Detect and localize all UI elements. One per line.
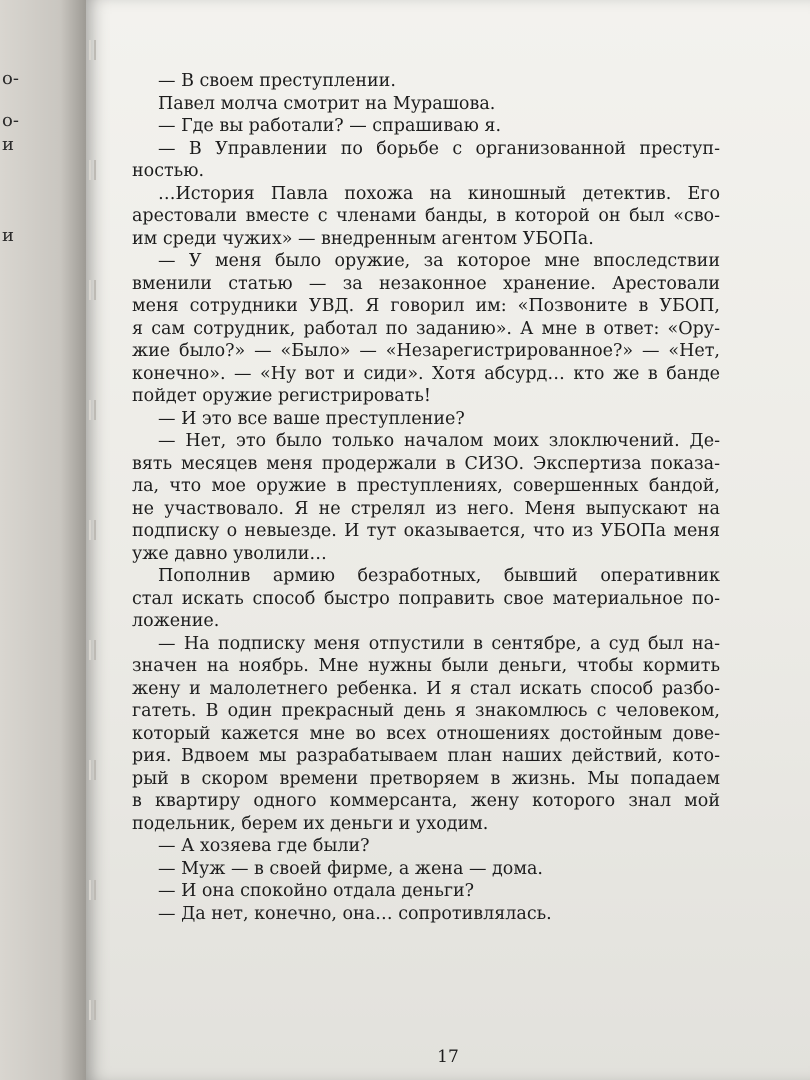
stitch <box>89 280 96 300</box>
text-line: арестовали вместе с членами банды, в которой он был «сво- <box>132 206 720 226</box>
text-line: ложение. <box>132 611 220 631</box>
text-line: меня сотрудники УВД. Я говорил им: «Позвоните в УБОП, <box>132 296 720 316</box>
text-line: рия. Вдвоем мы разрабатываем план наших действий, кото- <box>132 746 720 766</box>
text-line: Пополнив армию безработных, бывший оперативник <box>158 566 720 586</box>
left-fragment: и <box>2 225 14 246</box>
text-line: вять месяцев меня продержали в СИЗО. Экспертиза показа- <box>132 453 720 474</box>
stitch <box>89 520 96 540</box>
text-line: — Да нет, конечно, она… сопротивлялась. <box>158 903 552 924</box>
text-line: ностью. <box>132 161 205 181</box>
text-line: — И она спокойно отдала деньги? <box>158 881 475 901</box>
stitch <box>89 880 96 900</box>
page-body-text <box>132 70 720 925</box>
stitch <box>89 400 96 420</box>
text-line: жену и малолетнего ребенка. И я стал искать способ разбо- <box>132 678 720 699</box>
text-line: — Муж — в своей фирме, а жена — дома. <box>158 858 543 879</box>
text-line: ла, что мое оружие в преступлениях, совершенных бандой, <box>132 476 720 496</box>
page-number: 17 <box>437 1047 459 1067</box>
left-fragment: о- <box>2 68 19 89</box>
text-line: Павел молча смотрит на Мурашова. <box>158 93 496 114</box>
text-line: подписку о невыезде. И тут оказывается, что из УБОПа меня <box>132 521 720 541</box>
text-line: — Нет, это было только началом моих злоключений. Де- <box>158 431 720 451</box>
stitch <box>89 40 96 60</box>
text-line: пойдет оружие регистрировать! <box>132 386 431 406</box>
text-line: — В своем преступлении. <box>158 71 396 91</box>
text-line: конечно». — «Ну вот и сиди». Хотя абсурд… кто же в банде <box>132 363 720 384</box>
text-line: я сам сотрудник, работал по заданию». А мне в ответ: «Ору- <box>132 318 720 339</box>
text-line: стал искать способ быстро поправить свое материальное по- <box>132 588 720 609</box>
book-page <box>86 0 810 1080</box>
text-line: рый в скором времени претворяем в жизнь. Мы попадаем <box>132 768 720 789</box>
stitch <box>89 1000 96 1020</box>
left-fragment: и <box>2 134 14 155</box>
text-line: значен на ноябрь. Мне нужны были деньги, чтобы кормить <box>132 656 720 676</box>
text-line: — На подписку меня отпустили в сентябре, а суд был на- <box>158 633 720 654</box>
text-line: уже давно уволили… <box>132 543 327 564</box>
text-line: — А хозяева где были? <box>158 836 370 856</box>
text-line: гатеть. В один прекрасный день я знакомлюсь с человеком, <box>132 701 720 721</box>
left-fragment: о- <box>2 110 19 131</box>
text-line: …История Павла похожа на киношный детектив. Его <box>158 183 720 204</box>
text-line: им среди чужих» — внедренным агентом УБОПа. <box>132 228 594 249</box>
text-line: — Где вы работали? — спрашиваю я. <box>158 116 502 136</box>
text-line: жие было?» — «Было» — «Незарегистрированное?» — «Нет, <box>132 341 720 361</box>
left-page-edge <box>0 0 86 1080</box>
text-line: — И это все ваше преступление? <box>158 408 465 429</box>
text-line: который кажется мне во всех отношениях достойным дове- <box>132 723 720 744</box>
binding-stitches <box>86 0 100 1080</box>
text-line: не участвовало. Я не стрелял из него. Меня выпускают на <box>132 498 720 519</box>
text-line: вменили статью — за незаконное хранение. Арестовали <box>132 273 720 294</box>
stitch <box>89 160 96 180</box>
stitch <box>89 640 96 660</box>
text-line: в квартиру одного коммерсанта, жену которого знал мой <box>132 791 720 811</box>
text-line: — У меня было оружие, за которое мне впоследствии <box>158 251 720 271</box>
stitch <box>89 760 96 780</box>
text-line: подельник, берем их деньги и уходим. <box>132 813 489 834</box>
text-line: — В Управлении по борьбе с организованной преступ- <box>158 138 720 159</box>
